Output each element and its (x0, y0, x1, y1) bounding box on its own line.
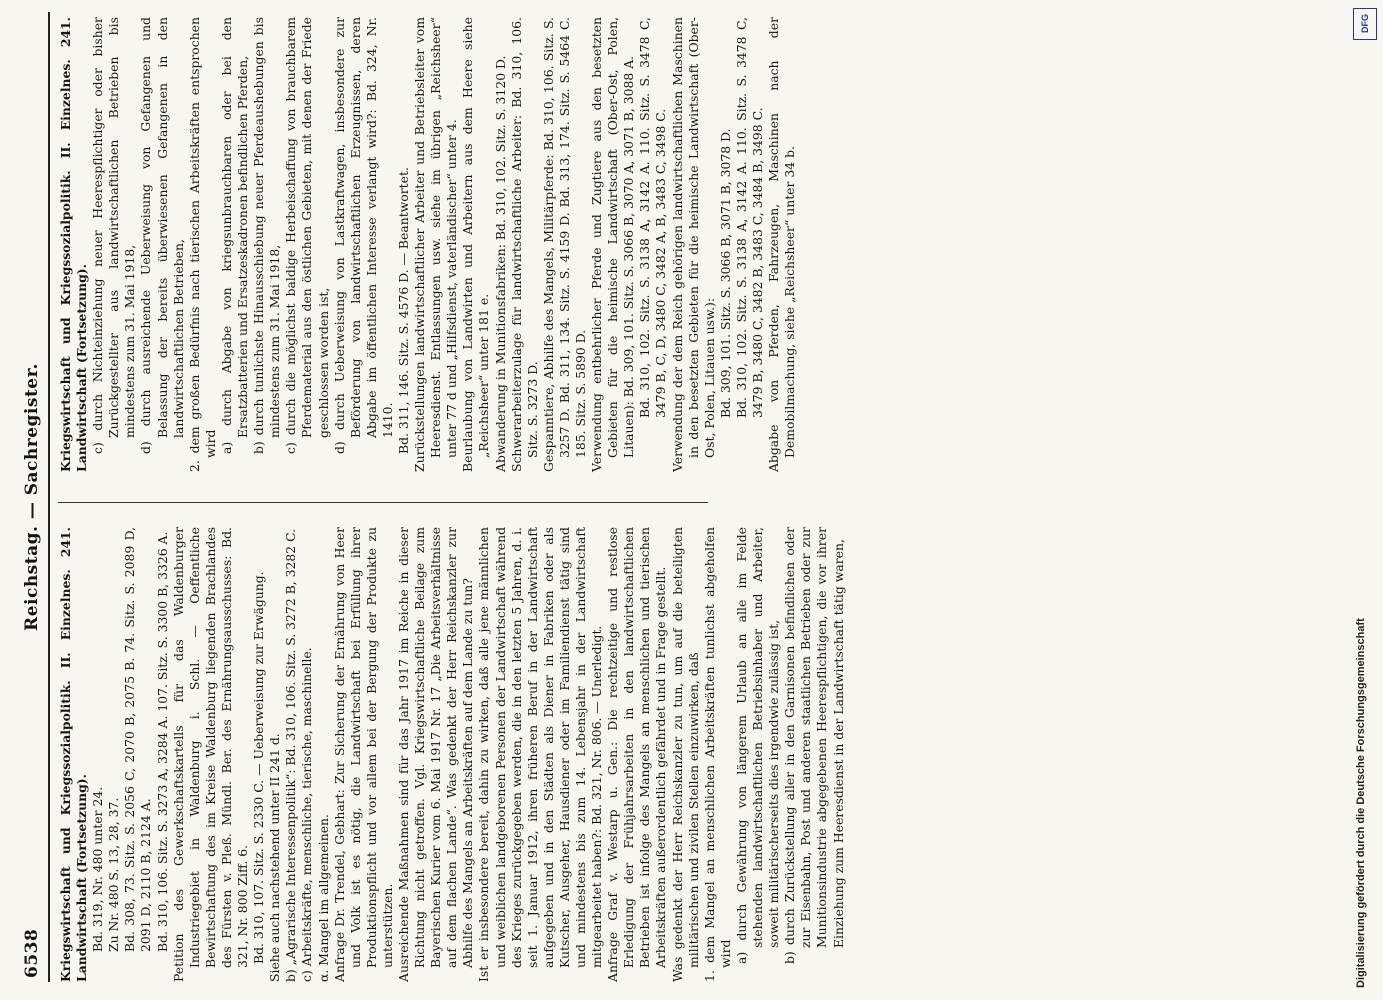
register-entry: c) Arbeitskräfte, menschliche, tierische, maschinelle. (299, 647, 315, 982)
register-entry: Bd. 319, Nr. 480 unter 24. (90, 786, 106, 952)
register-entry: Abwanderung in Munitionsfabriken: Bd. 310, 102. Sitz. S. 3120 D. (492, 55, 508, 472)
register-entry: Schwerarbeiterzulage für landwirtschaftliche Arbeiter: Bd. 310, 106. Sitz. S. 3273 D. (508, 17, 540, 472)
register-entry: b) durch tunlichste Hinausschiebung neuer Pferdeaushebungen bis mindestens zum 31. Mai 1918, (251, 17, 283, 454)
register-entry: Kriegswirtschaft und Kriegssozialpolitik. II. Einzelnes. 241. Landwirtschaft (Fortsetzung). (58, 17, 90, 472)
register-entry: Anfrage Graf v. Westarp u. Gen.: Die rechtzeitige und restlose Erledigung der Frühjahrsarbeiten in den landwirtschaftlichen Betrieben ist infolge des Mangels an menschlichen und tierischen Arbeitskräften außerordentlich gefährdet und in Frage gestellt. (605, 527, 669, 982)
register-entry: Anfrage Dr. Trendel, Gebhart: Zur Sicherung der Ernährung von Heer und Volk ist es nötig, die Landwirtschaft bei Erfüllung ihrer Produktionspflicht und vor allem bei der Bergung der Produkte zu unterstützen. (331, 527, 395, 982)
register-entry: α. Mangel im allgemeinen. (315, 814, 331, 982)
register-entry: 2. dem großen Bedürfnis nach tierischen Arbeitskräften entsprochen wird (186, 17, 218, 472)
right-column (58, 17, 798, 472)
register-entry: Bd. 309, 101. Sitz. S. 3066 B, 3071 B, 3078 D. (717, 128, 733, 418)
register-entry: Zurückstellungen landwirtschaftlicher Arbeiter und Betriebsleiter vom Heeresdienst. Entlassungen usw. siehe im übrigen „Reichsheer“ unter 77 d und „Hilfsdienst, vaterländischer“ unter 4. (412, 17, 460, 472)
register-entry: Ausreichende Maßnahmen sind für das Jahr 1917 im Reiche in dieser Richtung nicht getroffen. Vgl. Kriegswirtschaftliche Beilage zum Bayerischen Kurier vom 6. Mai 1917 Nr. 17 „Die Arbeitsverhältnisse auf dem flachen Lande“. Was gedenkt der Herr Reichskanzler zur Abhilfe des Mangels an Arbeitskräften auf dem Lande zu tun? (395, 527, 476, 982)
register-entry: c) durch die möglichst baldige Herbeischaffung von brauchbarem Pferdematerial aus den östlichen Gebieten, mit denen der Friede geschlossen worden ist, (283, 17, 331, 454)
register-entry: Beurlaubung von Landwirten und Arbeitern aus dem Heere siehe „Reichsheer“ unter 181 e. (460, 17, 492, 472)
register-entry: a) durch Gewährung von längerem Urlaub an alle im Felde stehenden landwirtschaftlichen Betriebsinhaber und Arbeiter, soweit militärischerseits dies irgendwie zulässig ist, (733, 527, 782, 964)
register-entry: a) durch Abgabe von kriegsunbrauchbaren oder bei den Ersatzbatterien und Ersatzeskadronen befindlichen Pferden, (218, 17, 251, 454)
register-entry: Bd. 310, 102. Sitz. S. 3138 A, 3142 A. 110. Sitz. S. 3478 C, 3479 B, C, D, 3480 C, 3482 A, B, 3483 C, 3498 C. (637, 17, 669, 418)
running-head: Reichstag. — Sachregister. (22, 363, 42, 631)
register-entry: Petition des Gewerkschaftskartells für das Waldenburger Industriegebiet in Waldenburg i. Schl. — Oeffentliche Bewirtschaftung des im Kreise Waldenburg liegenden Brachlandes des Fürsten v. Pleß. Mündl. Ber. des Ernährungsausschusses: Bd. 321, Nr. 800 Ziff. 6. (170, 527, 251, 982)
register-entry: Bd. 310, 107. Sitz. S. 2330 C. — Ueberweisung zur Erwägung. (251, 571, 267, 964)
register-entry: d) durch ausreichende Ueberweisung von Gefangenen und Belassung der bereits überwiesenen Gefangenen in den landwirtschaftlichen Betrieben, (138, 17, 186, 454)
left-column (58, 527, 847, 982)
register-entry: Verwendung entbehrlicher Pferde und Zugtiere aus den besetzten Gebieten für die heimische Landwirtschaft (Ober-Ost, Polen, Litauen): Bd. 309, 101. Sitz. S. 3066 B, 3070 A, 3071 B, 3088 A. (589, 17, 637, 472)
register-entry: d) durch Ueberweisung von Lastkraftwagen, insbesondere zur Beförderung von landwirtschaftlichen Erzeugnissen, deren Abgabe im öffentlichen Interesse verlangt wird?: Bd. 324, Nr. 1410. (331, 17, 395, 454)
register-entry: Was gedenkt der Herr Reichskanzler zu tun, um auf die beteiligten militärischen und zivilen Stellen einzuwirken, daß (669, 527, 701, 982)
register-entry: Bd. 311, 146. Sitz. S. 4576 D. — Beantwortet. (395, 167, 411, 454)
register-entry: Gespanntiere, Abhilfe des Mangels, Militärpferde: Bd. 310, 106. Sitz. S. 3257 D. Bd. 311, 134. Sitz. S. 4159 D. Bd. 313, 174. Sitz. S. 5464 C. 185. Sitz. S. 5890 D. (540, 17, 588, 472)
register-entry: Kriegswirtschaft und Kriegssozialpolitik. II. Einzelnes. 241. Landwirtschaft (Fortsetzung). (58, 527, 90, 982)
digitization-credit: Digitalisierung gefördert durch die Deutsche Forschungsgemeinschaft (1355, 618, 1367, 988)
register-entry: Bd. 310, 106. Sitz. S. 3273 A, 3284 A. 107. Sitz. S. 3300 B, 3326 A. (154, 531, 170, 952)
column-divider (58, 502, 708, 503)
register-entry: Verwendung der dem Reich gehörigen landwirtschaftlichen Maschinen in den besetzten Gebieten für die heimische Landwirtschaft (Ober-Ost, Polen, Litauen usw.): (669, 17, 717, 472)
register-entry: c) durch Nichteinziehung neuer Heerespflichtiger oder bisher Zurückgestellter aus landwirtschaftlichen Betrieben bis mindestens zum 31. Mai 1918, (90, 17, 138, 454)
register-entry: Zu Nr. 480 S. 13, 28, 37. (106, 797, 122, 952)
register-entry: Bd. 308, 73. Sitz. S. 2056 C, 2070 B, 2075 B. 74. Sitz. S. 2089 D, 2091 D, 2110 B, 2124 A. (122, 527, 154, 952)
register-entry: Siehe auch nachstehend unter II 241 d. (267, 733, 283, 982)
side-credit-strip (1352, 8, 1378, 993)
register-entry: Bd. 310, 102. Sitz. S. 3138 A, 3142 A. 110. Sitz. S. 3478 C, 3479 B, 3480 C, 3482 B, 3483 C, 3484 B, 3498 C. (733, 17, 766, 418)
register-entry: 1. dem Mangel an menschlichen Arbeitskräften tunlichst abgeholfen wird (701, 527, 733, 982)
page-number: 6538 (22, 928, 42, 978)
register-entry: b) „Agrarische Interessenpolitik“: Bd. 310, 106. Sitz. S. 3272 B, 3282 C. (283, 528, 299, 982)
register-entry: Ist er insbesondere bereit, dahin zu wirken, daß alle jene männlichen und weiblichen landgeborenen Personen der Landwirtschaft während des Krieges zurückgegeben werden, die in den letzten 5 Jahren, d. i. seit 1. Januar 1912, ihren früheren Beruf in der Landwirtschaft aufgegeben und in den Städten als Diener in Fabriken oder als Kutscher, Ausgeher, Hausdiener oder im Familiendienst tätig sind und mindestens bis zum 14. Lebensjahr in der Landwirtschaft mitgearbeitet haben?: Bd. 321, Nr. 806. — Unerledigt. (476, 527, 605, 982)
register-entry: Abgabe von Pferden, Fahrzeugen, Maschinen nach der Demobilmachung, siehe „Reichsheer“ unter 34 b. (766, 17, 798, 472)
page-header (18, 12, 50, 982)
register-entry: b) durch Zurückstellung aller in den Garnisonen befindlichen oder zur Eisenbahn, Post und anderen staatlichen Betrieben oder zur Munitionsindustrie abgegebenen Heerespflichtigen, die vor ihrer Einziehung zum Heeresdienst in der Landwirtschaft tätig waren, (782, 527, 846, 964)
dfg-logo: DFG (1353, 8, 1377, 40)
